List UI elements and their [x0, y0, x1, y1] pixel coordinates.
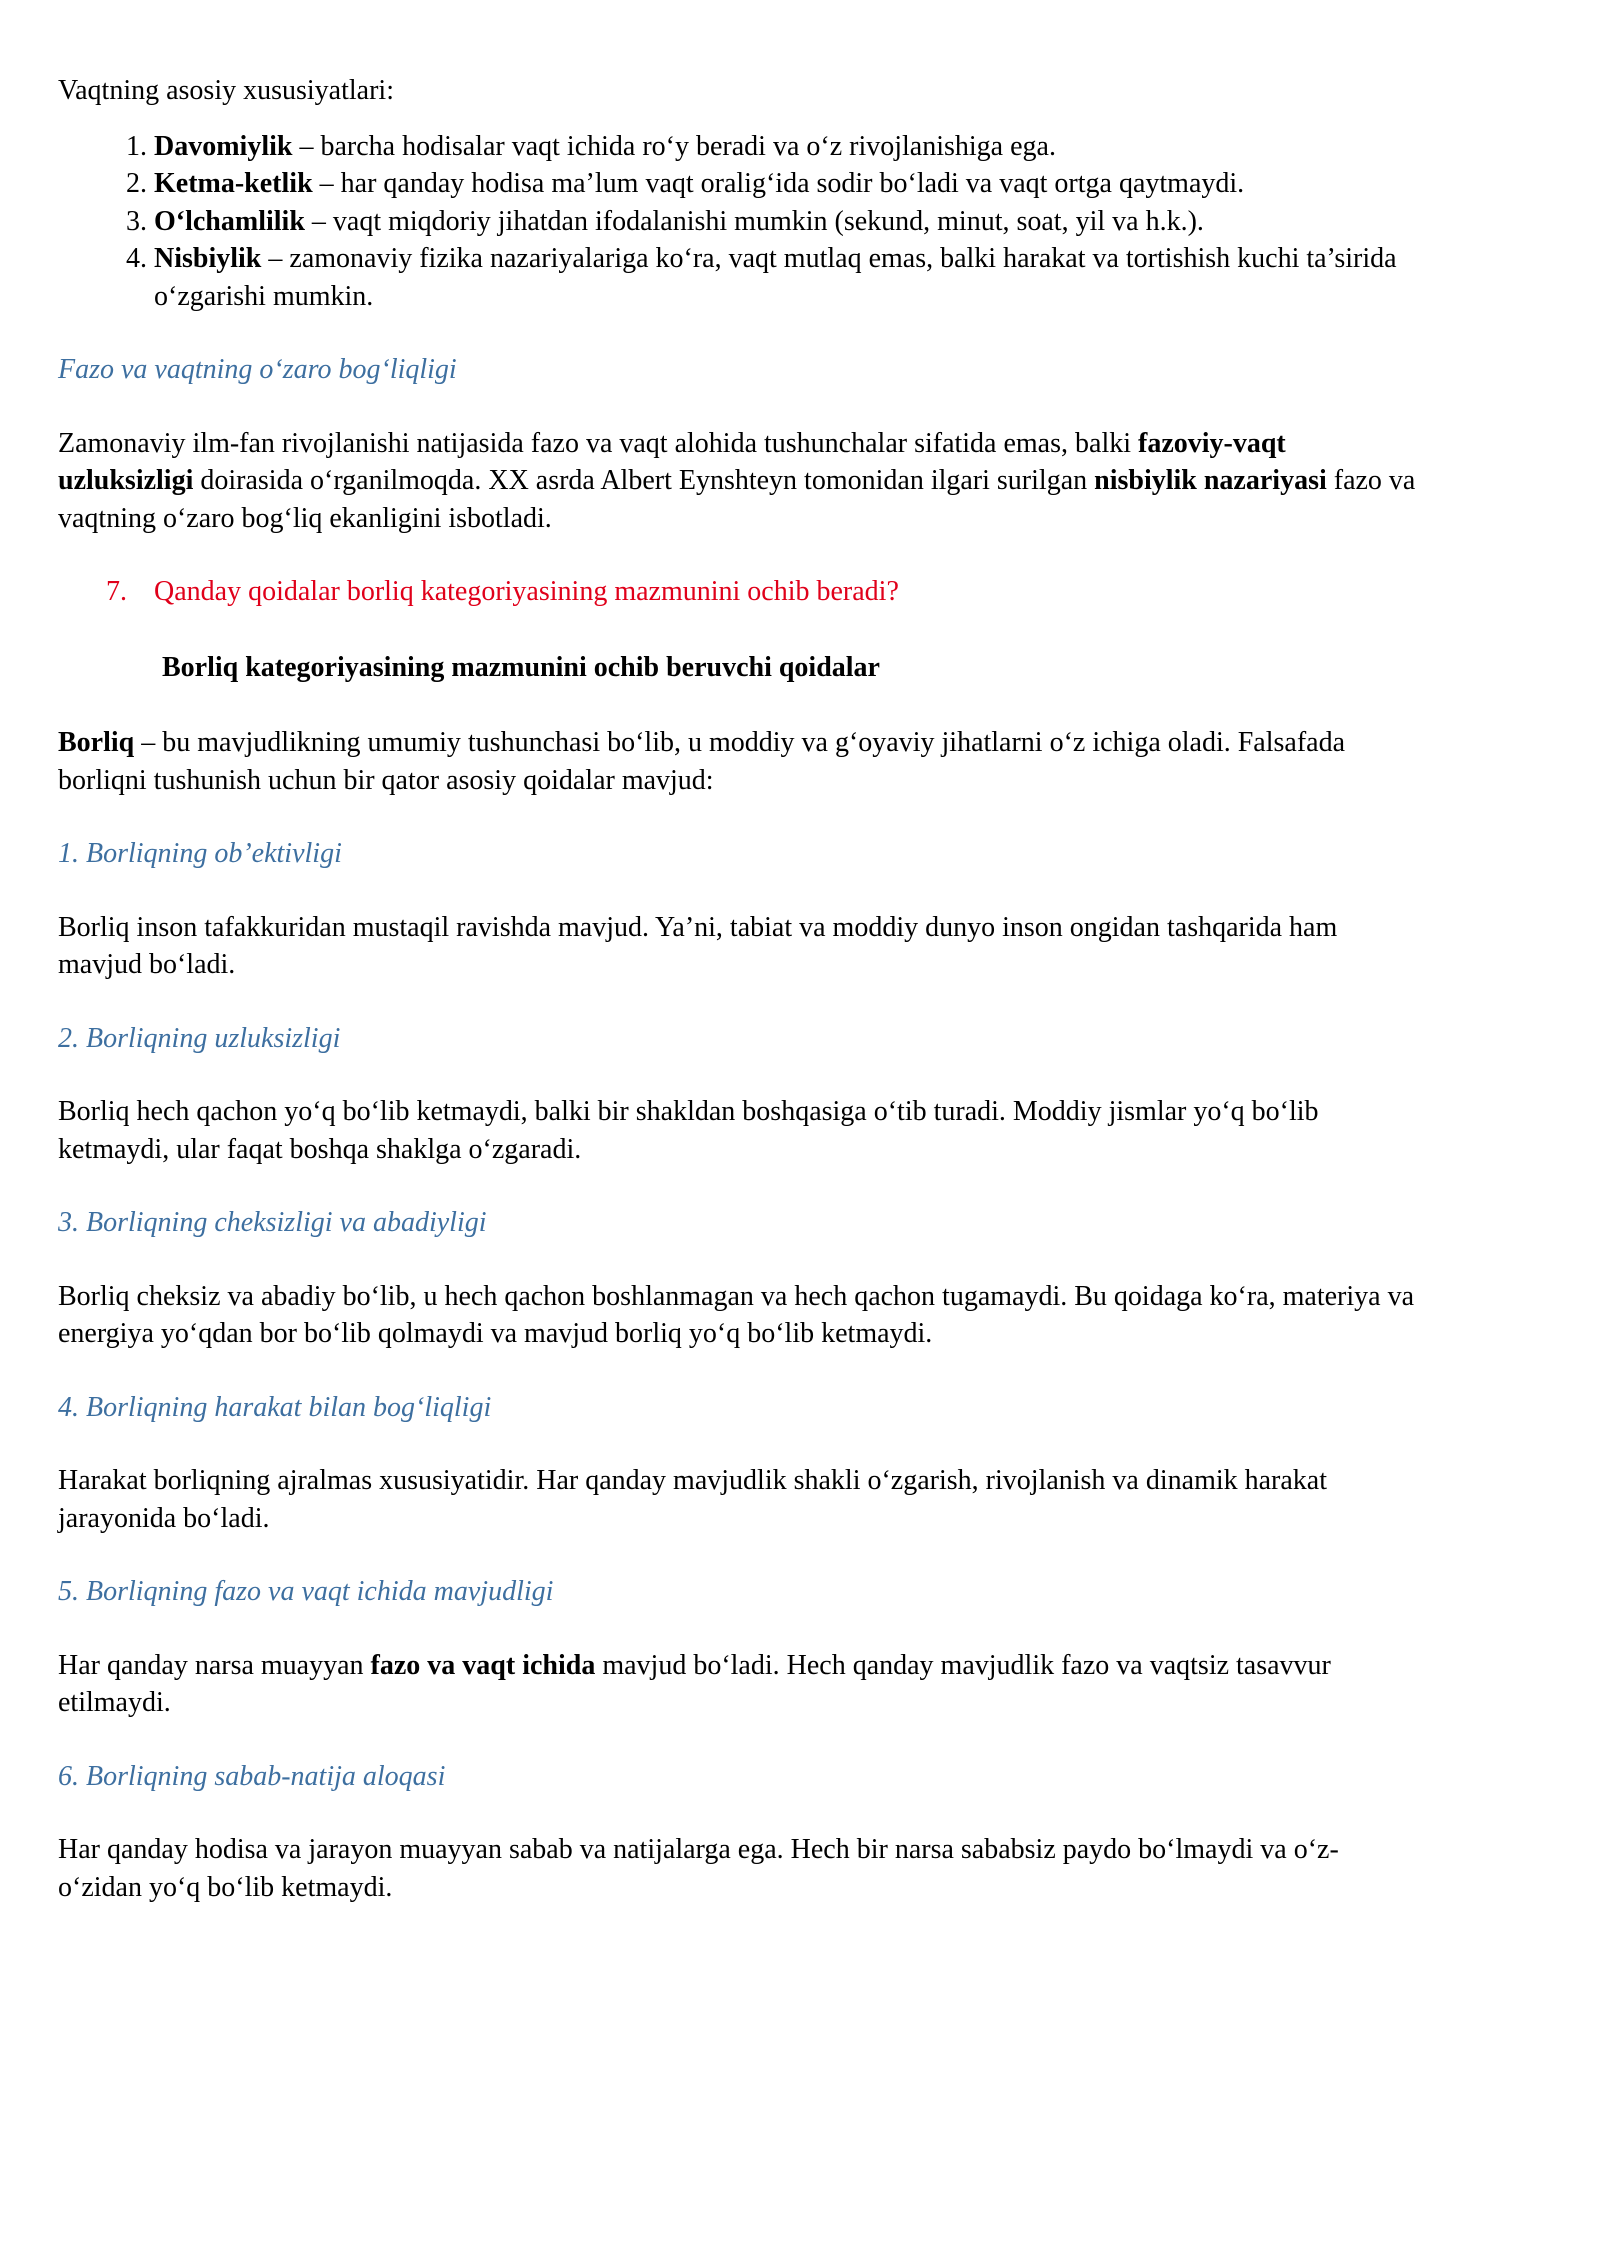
borliq-title: Borliq kategoriyasining mazmunini ochib beruvchi qoidalar: [162, 651, 880, 683]
time-properties-list: [58, 128, 1418, 316]
rule-heading: 1. Borliqning ob’ektivligi: [58, 838, 342, 869]
rule-body: Borliq cheksiz va abadiy bo‘lib, u hech qachon boshlanmagan va hech qachon tugamaydi. Bu qoidaga ko‘ra, materiya va energiya yo‘qdan bor bo‘lib qolmaydi va mavjud borliq yo‘q bo‘lib ketmaydi.: [58, 1280, 1415, 1349]
document-page: [58, 72, 1418, 1906]
property-term: Davomiylik: [154, 130, 293, 162]
rule-body-text-2: mavjud bo‘ladi. Hech qanday mavjudlik fazo va vaqtsiz tasavvur etilmaydi.: [58, 1649, 1331, 1718]
rule-body-bold: fazo va vaqt ichida: [370, 1649, 596, 1681]
rule-body: Borliq inson tafakkuridan mustaqil ravishda mavjud. Ya’ni, tabiat va moddiy dunyo inson ongidan tashqarida ham mavjud bo‘ladi.: [58, 911, 1338, 980]
property-text: – zamonaviy fizika nazariyalariga ko‘ra, vaqt mutlaq emas, balki harakat va tortishish kuchi ta’sirida o‘zgarishi mumkin.: [154, 243, 1397, 312]
rule-heading: 2. Borliqning uzluksizligi: [58, 1022, 341, 1054]
fazo-paragraph: [58, 425, 1418, 538]
list-item: [154, 240, 1418, 315]
property-term: Nisbiylik: [154, 243, 262, 274]
property-text: – barcha hodisalar vaqt ichida ro‘y beradi va o‘z rivojlanishiga ega.: [292, 130, 1056, 162]
fazo-text-2: doirasida o‘rganilmoqda. XX asrda Albert Eynshteyn tomonidan ilgari surilgan: [193, 465, 1095, 496]
property-text: – vaqt miqdoriy jihatdan ifodalanishi mumkin (sekund, minut, soat, yil va h.k.).: [304, 205, 1204, 237]
rule-body: Har qanday hodisa va jarayon muayyan sabab va natijalarga ega. Hech bir narsa sababsiz paydo bo‘lmaydi va o‘z-o‘zidan yo‘q bo‘lib ketmaydi.: [58, 1834, 1339, 1903]
question-text: Qanday qoidalar borliq kategoriyasining mazmunini ochib beradi?: [154, 576, 899, 607]
fazo-text-3: fazo va vaqtning o‘zaro bog‘liq ekanligini isbotladi.: [58, 465, 1416, 534]
rule-body: Borliq hech qachon yo‘q bo‘lib ketmaydi, balki bir shakldan boshqasiga o‘tib turadi. Moddiy jismlar yo‘q bo‘lib ketmaydi, ular faqat boshqa shaklga o‘zgaradi.: [58, 1096, 1319, 1165]
borliq-term: Borliq: [58, 727, 135, 758]
borliq-intro-text: – bu mavjudlikning umumiy tushunchasi bo‘lib, u moddiy va g‘oyaviy jihatlarni o‘z ichiga oladi. Falsafada borliqni tushunish uchun bir qator asosiy qoidalar mavjud:: [58, 727, 1346, 796]
list-item: [154, 203, 1418, 241]
property-text: – har qanday hodisa ma’lum vaqt oralig‘ida sodir bo‘ladi va vaqt ortga qaytmaydi.: [312, 168, 1245, 199]
rule-body: Harakat borliqning ajralmas xususiyatidir. Har qanday mavjudlik shakli o‘zgarish, rivojlanish va dinamik harakat jarayonida bo‘ladi.: [58, 1465, 1328, 1534]
section-heading-fazo: Fazo va vaqtning o‘zaro bog‘liqligi: [58, 354, 457, 385]
property-term: Ketma-ketlik: [154, 168, 313, 199]
rule-heading: 5. Borliqning fazo va vaqt ichida mavjudligi: [58, 1576, 554, 1607]
intro-text: Vaqtning asosiy xususiyatlari:: [58, 75, 394, 106]
rule-body: [58, 1647, 1418, 1722]
rule-heading: 6. Borliqning sabab-natija aloqasi: [58, 1760, 446, 1792]
fazo-text-1: Zamonaviy ilm-fan rivojlanishi natijasida fazo va vaqt alohida tushunchalar sifatida emas, balki: [58, 427, 1138, 459]
fazo-bold-2: nisbiylik nazariyasi: [1094, 465, 1327, 496]
list-item: [154, 165, 1418, 203]
rule-heading: 4. Borliqning harakat bilan bog‘liqligi: [58, 1391, 492, 1423]
question-number: 7.: [106, 576, 127, 607]
property-term: O‘lchamlilik: [154, 205, 305, 237]
question-item: [58, 573, 1418, 611]
borliq-intro: [58, 724, 1418, 799]
rule-body-text-1: Har qanday narsa muayyan: [58, 1649, 371, 1681]
rule-heading: 3. Borliqning cheksizligi va abadiyligi: [58, 1207, 487, 1238]
list-item: [154, 128, 1418, 166]
fazo-bold-1: fazoviy-vaqt uzluksizligi: [58, 427, 1286, 496]
